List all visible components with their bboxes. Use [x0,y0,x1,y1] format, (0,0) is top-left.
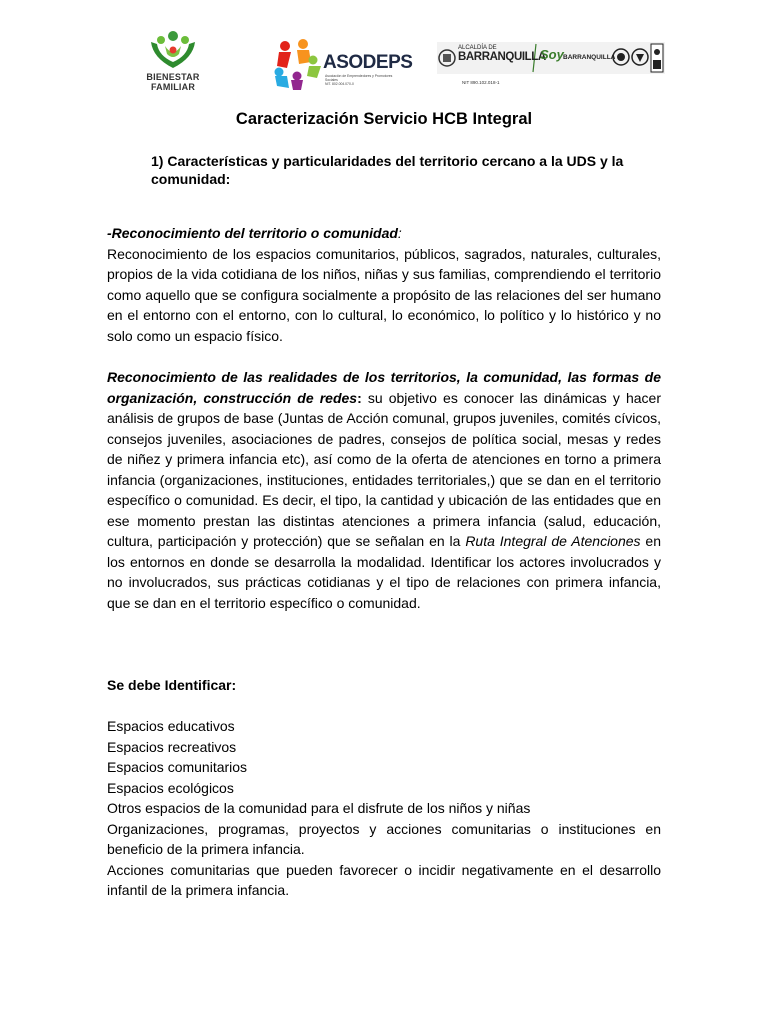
alcaldia-big: BARRANQUILLA [458,51,546,63]
p2-lead: Reconocimiento de las realidades de los territorios, la comunidad, las formas de organización, construcción de redes [107,369,661,406]
identify-heading: Se debe Identificar: [107,677,237,693]
asodeps-name: ASODEPS [323,52,413,73]
bienestar-line-1: BIENESTAR [146,72,200,82]
section-1-heading: 1) Características y particularidades del territorio cercano a la UDS y la comunidad: [151,153,624,187]
soy-text: Soy [540,47,564,62]
p1-heading: -Reconocimiento del territorio o comunidad: [107,225,402,241]
asodeps-logo [273,38,413,94]
bienestar-line-2: FAMILIAR [150,82,196,92]
identify-list [107,716,661,901]
list-item: Otros espacios de la comunidad para el disfrute de los niños y niñas [107,800,531,816]
soy-barranquilla-text: BARRANQUILLA [563,54,616,61]
paragraph-realities-recognition: Reconocimiento de las realidades de los territorios, la comunidad, las formas de organización, construcción de redes: su objetivo es conocer las dinámicas y hacer análisis de grupos de base (Juntas de Acción comunal, grupos juveniles, comités cívicos, consejos juveniles, asociaciones de padres, consejos de política social, mesas y redes de niñez y primera infancia etc), así como de la oferta de atenciones en torno a primera infancia (organizaciones, instituciones, entidades territoriales,) que se dan en el territorio específico o comunidad. Es decir, el tipo, la cantidad y ubicación de las entidades que en ese momento prestan las distintas atenciones a primera infancia (salud, educación, cultura, participación y protección) que se señalan en la Ruta Integral de Atenciones en los entornos en donde se desarrolla la modalidad. Identificar los actores involucrados y no involucrados, sus prácticas cotidianas y el tipo de relaciones con primera infancia, que se dan en el territorio específico o comunidad. [107,369,661,611]
list-item: Acciones comunitarias que pueden favorecer o incidir negativamente en el desarrollo infantil de la primera infancia. [107,861,661,898]
p1-body: Reconocimiento de los espacios comunitarios, públicos, sagrados, naturales, culturales, propios de la vida cotidiana de los niños, niñas y sus familias, comprendiendo el territorio como aquello que se configura socialmente a propósito de las relaciones del ser humano en el entorno con el entorno, con lo cultural, lo económico, lo político y lo histórico y no solo como un espacio físico. [107,245,661,344]
bienestar-familiar-emblem-icon [143,28,203,72]
alcaldia-barranquilla-logo [437,40,665,90]
alcaldia-nit: NIT 890.102.018-1 [462,80,500,85]
p2-italic-route: Ruta Integral de Atenciones [465,533,641,549]
asodeps-subtitle: Asociación de Emprendedores y Promotores Sociales NIT. 802.004.070-0 [325,74,393,86]
list-item: Espacios comunitarios [107,759,248,775]
list-item: Organizaciones, programas, proyectos y acciones comunitarias o instituciones en beneficio de la primera infancia. [107,820,661,857]
header-logos [0,28,768,98]
list-item: Espacios educativos [107,718,235,734]
list-item: Espacios ecológicos [107,779,234,796]
asodeps-emblem-icon [273,38,323,90]
p2-body-1: su objetivo es conocer las dinámicas y hacer análisis de grupos de base (Juntas de Acción comunal, grupos juveniles, comités cívicos, consejos juveniles, asociaciones de padres, consejos de política social, mesas y redes de niñez y primera infancia etc), así como de la oferta de atenciones en torno a primera infancia (organizaciones, instituciones, entidades territoriales,) que se dan en el territorio específico o comunidad. Es decir, el tipo, la cantidad y ubicación de las entidades que en ese momento prestan las distintas atenciones a primera infancia (salud, educación, cultura, participación y protección) que se señalan en la [107,389,661,549]
list-item: Espacios recreativos [107,738,237,755]
paragraph-territory-recognition [107,223,661,346]
alcaldia-small: ALCALDÍA DE [458,45,497,51]
bienestar-familiar-logo [143,28,207,94]
document-title: Caracterización Servicio HCB Integral [235,110,533,128]
p2-body-2: en los entornos en donde se desarrolla la modalidad. Identificar los actores involucrados y no involucrados, sus prácticas cotidianas y el tipo de relaciones con primera infancia, que se dan en el territorio específico o comunidad. [107,533,661,611]
